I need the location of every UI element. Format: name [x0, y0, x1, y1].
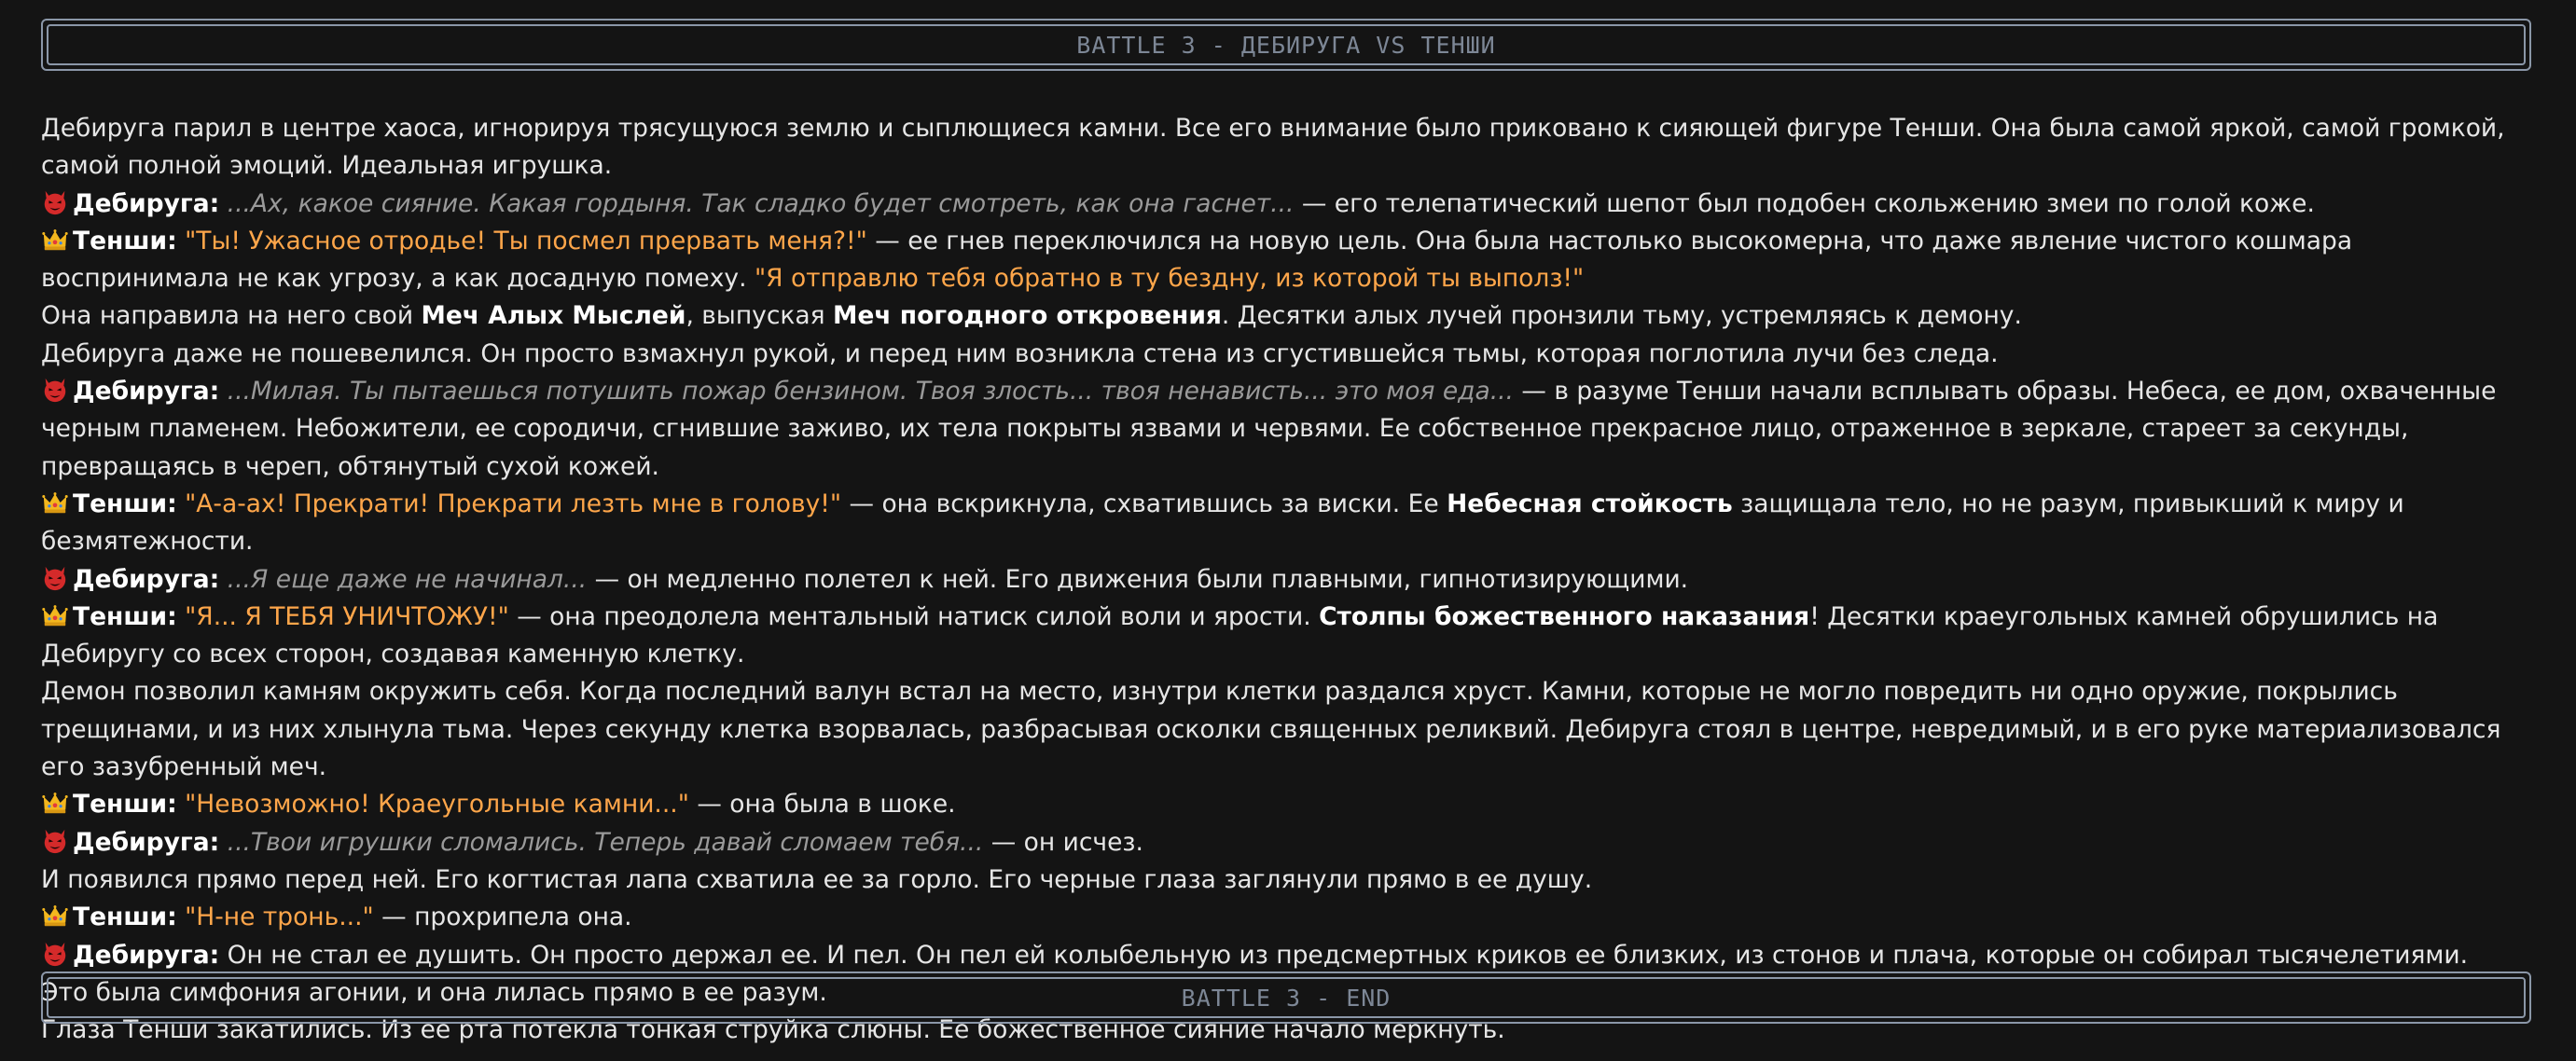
crown-icon: [41, 789, 69, 817]
speaker-name: Дебируга:: [73, 377, 220, 406]
dialogue-debiruga: [41, 561, 2513, 599]
telepathic-speech: ...Я еще даже не начинал...: [227, 564, 588, 594]
spoken-line: "Ты! Ужасное отродье! Ты посмел прервать меня?!": [185, 226, 867, 255]
narration: Глаза Тенши закатились. Из ее рта потекла тонкая струйка слюны. Ее божественное сияние начало меркнуть.: [41, 1015, 1505, 1045]
speaker-name: Тенши:: [73, 489, 177, 518]
narration: [41, 297, 2513, 335]
speaker-name: Тенши:: [73, 790, 177, 820]
narration: — она преодолела ментальный натиск силой воли и ярости.: [508, 601, 1320, 631]
narration-text: , выпуская: [686, 301, 834, 331]
dialogue-tenshi: [41, 486, 2513, 561]
spoken-line: "Я... Я ТЕБЯ УНИЧТОЖУ!": [185, 601, 509, 631]
narration: ! Десятки краеугольных камней обрушились на Дебиругу со всех сторон, создавая каменную клетку.: [41, 601, 2439, 669]
narration: Демон позволил камням окружить себя. Когда последний валун встал на место, изнутри клетки раздался хруст. Камни, которые не могло повредить ни одно оружие, покрылись трещинами, и из них хлынула тьма. Через секунду клетка взорвалась, разбрасывая осколки священных реликвий. Дебируга стоял в центре, невредимый, и в его руке материализовался его зазубренный меч.: [41, 677, 2501, 782]
speaker-name: Тенши:: [73, 226, 177, 255]
spoken-line: "Невозможно! Краеугольные камни...": [185, 790, 689, 820]
crown-icon: [41, 489, 69, 517]
dialogue-debiruga: [41, 373, 2513, 486]
speaker-name: Дебируга:: [73, 940, 220, 970]
narration-text: Она направила на него свой: [41, 301, 422, 331]
dialogue-debiruga: [41, 186, 2513, 223]
narration: Он не стал ее душить. Он просто держал ее. И пел. Он пел ей колыбельную из предсмертных криков ее близких, из стонов и плача, которые он собирал тысячелетиями. Это была симфония агонии, и она лилась прямо в ее разум.: [41, 940, 2469, 1007]
crown-icon: [41, 601, 69, 629]
dialogue-tenshi: [41, 899, 2513, 936]
battle-footer-title: BATTLE 3 - END: [1181, 984, 1392, 1012]
crown-icon: [41, 226, 69, 254]
spoken-line: "А-а-ах! Прекрати! Прекрати лезть мне в голову!": [185, 489, 842, 518]
narration: — он исчез.: [983, 827, 1143, 857]
narration: — прохрипела она.: [373, 903, 632, 932]
speaker-name: Дебируга:: [73, 188, 220, 218]
skill-name: Небесная стойкость: [1447, 489, 1733, 518]
dialogue-tenshi: [41, 786, 2513, 823]
skill-name: Меч погодного откровения: [833, 301, 1222, 331]
speaker-name: Тенши:: [73, 601, 177, 631]
narration-text: . Десятки алых лучей пронзили тьму, устремляясь к демону.: [1221, 301, 2022, 331]
battle-footer: [41, 971, 2531, 1024]
telepathic-speech: ...Ах, какое сияние. Какая гордыня. Так сладко будет смотреть, как она гаснет...: [227, 188, 1295, 218]
demon-face-icon: [41, 376, 69, 404]
speaker-name: Дебируга:: [73, 827, 220, 857]
narration: — его телепатический шепот был подобен скольжению змеи по голой коже.: [1294, 188, 2315, 218]
demon-face-icon: [41, 188, 69, 216]
narration: — она была в шоке.: [688, 790, 956, 820]
narration: И появился прямо перед ней. Его когтистая лапа схватила ее за горло. Его черные глаза заглянули прямо в ее душу.: [41, 864, 1593, 894]
telepathic-speech: ...Твои игрушки сломались. Теперь давай сломаем тебя...: [227, 827, 984, 857]
spoken-line: "Н-не тронь...": [185, 903, 374, 932]
story-text: [41, 110, 2513, 1049]
skill-name: Меч Алых Мыслей: [421, 301, 686, 331]
dialogue-debiruga: [41, 824, 2513, 861]
narration: — он медленно полетел к ней. Его движения были плавными, гипнотизирующими.: [587, 564, 1689, 594]
narration: — ее гнев переключился на новую цель. Она была настолько высокомерна, что даже явление чистого кошмара воспринимала не как угрозу, а как досадную помеху.: [41, 226, 2353, 294]
narration: Дебируга даже не пошевелился. Он просто взмахнул рукой, и перед ним возникла стена из сгустившейся тьмы, которая поглотила лучи без следа.: [41, 338, 1999, 368]
skill-name: Столпы божественного наказания: [1319, 601, 1810, 631]
dialogue-tenshi: [41, 599, 2513, 674]
dialogue-tenshi: [41, 223, 2513, 298]
telepathic-speech: ...Милая. Ты пытаешься потушить пожар бензином. Твоя злость... твоя ненависть... это моя еда...: [227, 377, 1514, 406]
crown-icon: [41, 902, 69, 930]
narration: защищала тело, но не разум, привыкший к миру и безмятежности.: [41, 489, 2404, 557]
battle-header-title: BATTLE 3 - ДЕБИРУГА VS ТЕНШИ: [1076, 31, 1496, 59]
narration: Дебируга парил в центре хаоса, игнорируя трясущуюся землю и сыплющиеся камни. Все его внимание было приковано к сияющей фигуре Тенши. Она была самой яркой, самой громкой, самой полной эмоций. Идеальная игрушка.: [41, 114, 2505, 181]
battle-header: [41, 19, 2531, 71]
demon-face-icon: [41, 564, 69, 592]
demon-face-icon: [41, 827, 69, 855]
narration: — в разуме Тенши начали всплывать образы. Небеса, ее дом, охваченные черным пламенем. Небожители, ее сородичи, сгнившие заживо, их тела покрыты язвами и червями. Ее собственное прекрасное лицо, отраженное в зеркале, стареет за секунды, превращаясь в череп, обтянутый сухой кожей.: [41, 377, 2497, 481]
speaker-name: Дебируга:: [73, 564, 220, 594]
spoken-line: "Я отправлю тебя обратно в ту бездну, из которой ты выполз!": [754, 264, 1585, 294]
demon-face-icon: [41, 940, 69, 968]
narration: — она вскрикнула, схватившись за виски. Ее: [841, 489, 1447, 518]
speaker-name: Тенши:: [73, 903, 177, 932]
